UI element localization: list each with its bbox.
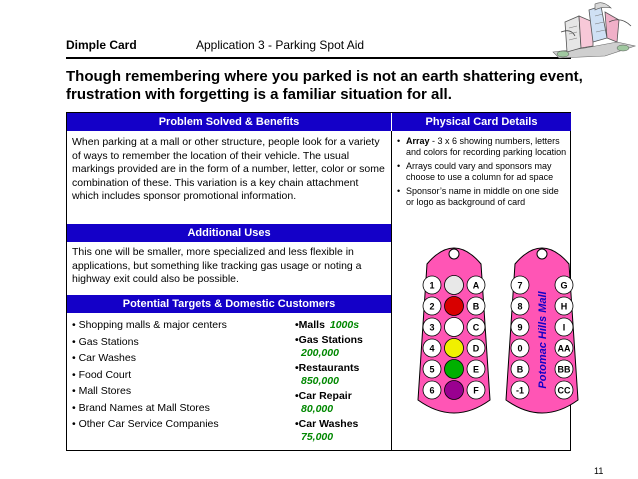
targets-list	[72, 319, 292, 435]
uses-title: Additional Uses	[67, 224, 391, 242]
card-right-letter: G	[560, 280, 568, 291]
target-item: • Food Court	[72, 368, 132, 381]
card-left-color-dot	[445, 276, 464, 295]
header-subtitle: Application 3 - Parking Spot Aid	[196, 38, 365, 52]
card-left-number: 6	[429, 385, 435, 396]
card-left-number: 2	[429, 301, 435, 312]
card-left-color-dot	[445, 360, 464, 379]
card-left-number: 3	[429, 322, 435, 333]
card-right-letter: BB	[557, 364, 571, 375]
card-right-number: 8	[517, 301, 523, 312]
card-right-number: -1	[515, 385, 525, 396]
detail-item: • Sponsor’s name in middle on one side or logo as background of card	[397, 186, 569, 208]
header-rule	[66, 57, 571, 59]
card-left-color-dot	[445, 381, 464, 400]
mall-clipart	[545, 2, 637, 60]
column-divider	[391, 131, 392, 451]
stat-item: •Car Repair 80,000	[295, 390, 352, 415]
problem-title: Problem Solved & Benefits	[67, 113, 391, 131]
card-left-color-dot	[445, 318, 464, 337]
targets-title: Potential Targets & Domestic Customers	[67, 295, 391, 313]
detail-item: • Array - 3 x 6 showing numbers, letters and colors for recording parking location	[397, 136, 567, 157]
detail-text: - 3 x 6 showing numbers, letters and colors for recording parking location	[406, 136, 567, 157]
card-left-number: 5	[429, 364, 435, 375]
card-right-letter: I	[562, 322, 566, 333]
uses-text: This one will be smaller, more specialized and less flexible in applications, but something like tracking gas usage or noting a highway exit could also be possible.	[72, 246, 362, 285]
detail-item: • Arrays could vary and sponsors may choose to use a column for ad space	[397, 161, 569, 183]
target-item: • Gas Stations	[72, 335, 139, 348]
target-item: • Shopping malls & major centers	[72, 319, 227, 331]
card-right-number: B	[516, 364, 524, 375]
card-right-letter: CC	[557, 385, 571, 396]
header-title: Dimple Card	[66, 38, 137, 52]
detail-text: Sponsor’s name in middle on one side or logo as background of card	[406, 186, 559, 207]
page-number: 11	[594, 466, 604, 476]
physical-title: Physical Card Details	[391, 113, 571, 131]
card-left-color-dot	[445, 297, 464, 316]
card-left-letter: A	[472, 280, 480, 291]
card-sponsor-name: Potomac Hills Mall	[537, 291, 549, 389]
target-item: • Brand Names at Mall Stores	[72, 401, 210, 414]
card-right-letter: AA	[557, 343, 571, 354]
card-left-letter: C	[472, 322, 480, 333]
card-right-letter: H	[560, 301, 568, 312]
card-left-number: 1	[429, 280, 435, 291]
card-left-letter: E	[472, 364, 480, 375]
card-left-letter: F	[473, 385, 479, 396]
detail-text: Arrays could vary and sponsors may choose to use a column for ad space	[406, 161, 554, 182]
target-item: • Car Washes	[72, 352, 136, 364]
key-chain-cards-illustration	[412, 240, 582, 425]
headline: Though remembering where you parked is not an earth shattering event, frustration with forgetting is a familiar situation for all.	[66, 68, 583, 103]
target-item: • Mall Stores	[72, 385, 132, 397]
card-left-hole	[449, 249, 459, 259]
card-right-number: 9	[517, 322, 523, 333]
problem-text: When parking at a mall or other structure, people look for a variety of ways to remember the location of their vehicle. The usual markings provided are in the form of a number, letter, color or some combination of these. This variation is a key chain attachment which includes sponsor promotional information.	[72, 136, 385, 202]
target-item: • Other Car Service Companies	[72, 418, 219, 430]
card-right-hole	[537, 249, 547, 259]
card-left-number: 4	[429, 343, 435, 354]
stat-item: •Malls 1000s	[295, 319, 360, 331]
stat-item: •Restaurants 850,000	[295, 362, 360, 387]
card-left-letter: B	[472, 301, 480, 312]
card-left-letter: D	[472, 343, 480, 354]
market-stats	[295, 319, 391, 446]
physical-details-list	[397, 136, 569, 211]
stat-item: •Car Washes 75,000	[295, 418, 359, 443]
card-left-color-dot	[445, 339, 464, 358]
card-right-number: 0	[517, 343, 523, 354]
detail-bold: Array	[406, 136, 430, 146]
stat-item: •Gas Stations 200,000	[295, 334, 363, 359]
card-right-number: 7	[517, 280, 523, 291]
